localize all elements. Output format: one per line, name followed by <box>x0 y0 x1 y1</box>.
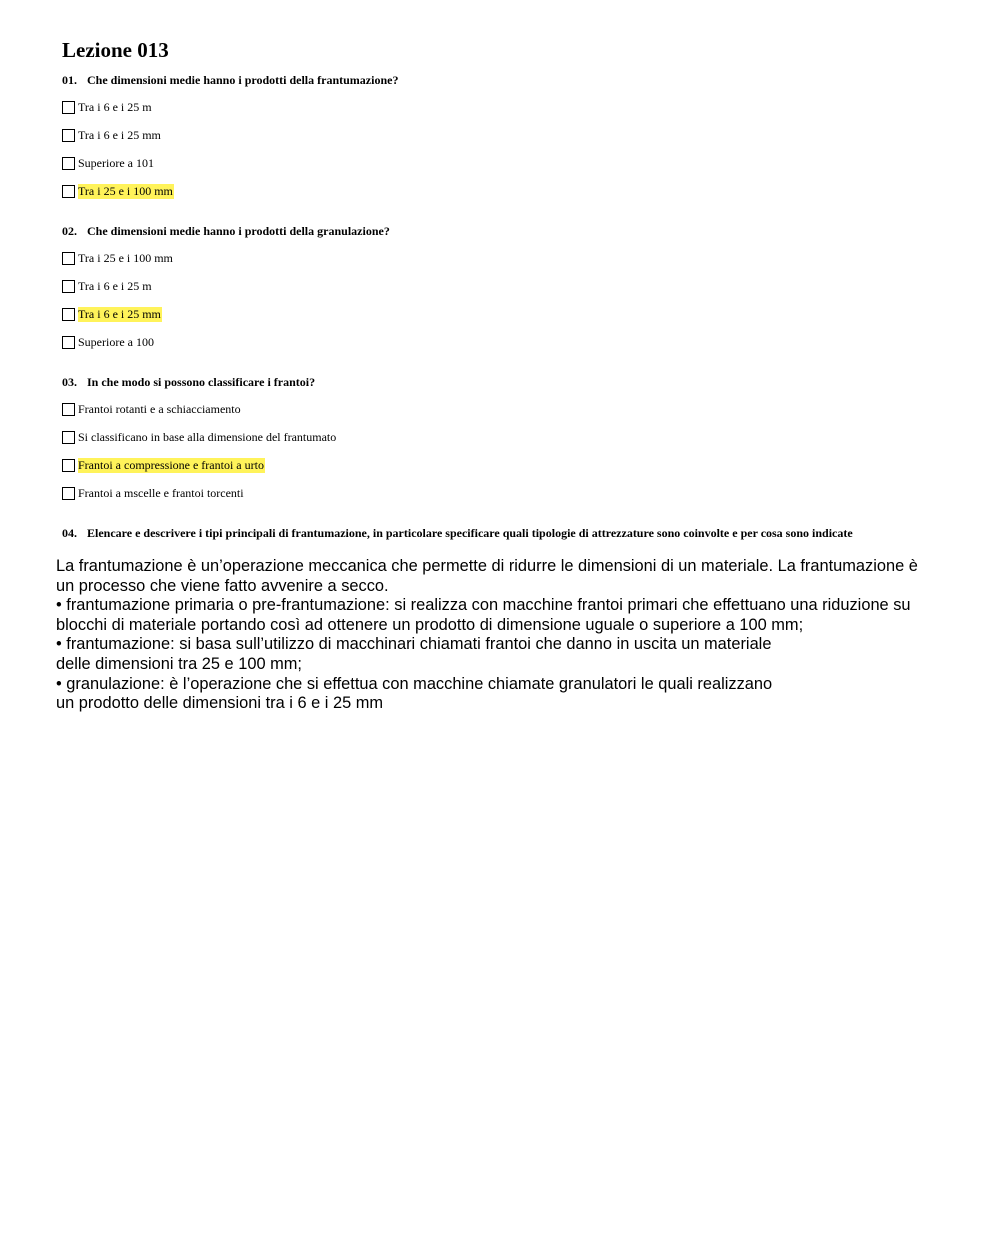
question-01 <box>62 73 398 88</box>
option-label-highlighted: Frantoi a compressione e frantoi a urto <box>78 457 264 472</box>
option-label-highlighted: Tra i 6 e i 25 mm <box>78 306 161 321</box>
option-01-d[interactable] <box>62 183 174 199</box>
option-03-d[interactable] <box>62 485 245 501</box>
option-label: Superiore a 101 <box>78 155 154 170</box>
question-text: Che dimensioni medie hanno i prodotti della frantumazione? <box>87 73 399 87</box>
checkbox[interactable] <box>62 185 75 198</box>
option-02-b[interactable] <box>62 278 153 294</box>
answer-line: • frantumazione: si basa sull’utilizzo di macchinari chiamati frantoi che danno in uscita un materiale <box>56 635 772 654</box>
option-03-a[interactable] <box>62 401 242 417</box>
option-label: Superiore a 100 <box>78 334 154 349</box>
question-text: In che modo si possono classificare i frantoi? <box>87 375 316 389</box>
checkbox[interactable] <box>62 157 75 170</box>
checkbox[interactable] <box>62 252 75 265</box>
option-label: Tra i 6 e i 25 m <box>78 99 152 114</box>
option-02-a[interactable] <box>62 250 174 266</box>
answer-line: un processo che viene fatto avvenire a secco. <box>56 576 389 595</box>
question-02 <box>62 224 390 239</box>
option-03-c[interactable] <box>62 457 265 473</box>
answer-line: La frantumazione è un’operazione meccanica che permette di ridurre le dimensioni di un materiale. La frantumazione è <box>56 557 918 575</box>
option-label: Si classificano in base alla dimensione del frantumato <box>78 429 337 444</box>
question-number: 03. <box>62 375 77 389</box>
checkbox[interactable] <box>62 129 75 142</box>
option-01-b[interactable] <box>62 127 162 143</box>
question-text: Che dimensioni medie hanno i prodotti della granulazione? <box>87 224 390 238</box>
question-text: Elencare e descrivere i tipi principali di frantumazione, in particolare specificare quali tipologie di attrezzature sono coinvolte e per cosa sono indicate <box>87 526 853 540</box>
option-label: Frantoi a mscelle e frantoi torcenti <box>78 485 244 500</box>
answer-line: • granulazione: è l’operazione che si effettua con macchine chiamate granulatori le quali realizzano <box>56 674 773 693</box>
option-label: Tra i 25 e i 100 mm <box>78 250 173 265</box>
answer-line: un prodotto delle dimensioni tra i 6 e i 25 mm <box>56 694 384 713</box>
answer-text-block[interactable] <box>56 557 991 714</box>
checkbox[interactable] <box>62 336 75 349</box>
option-01-a[interactable] <box>62 99 153 115</box>
checkbox[interactable] <box>62 487 75 500</box>
checkbox[interactable] <box>62 431 75 444</box>
question-number: 01. <box>62 73 77 87</box>
option-label-highlighted: Tra i 25 e i 100 mm <box>78 183 173 198</box>
option-label: Frantoi rotanti e a schiacciamento <box>78 401 241 416</box>
option-01-c[interactable] <box>62 155 155 171</box>
checkbox[interactable] <box>62 459 75 472</box>
question-number: 02. <box>62 224 77 238</box>
question-04 <box>62 526 853 541</box>
question-03 <box>62 375 315 390</box>
checkbox[interactable] <box>62 280 75 293</box>
checkbox[interactable] <box>62 101 75 114</box>
page-title: Lezione 013 <box>62 38 169 62</box>
option-label: Tra i 6 e i 25 m <box>78 278 152 293</box>
option-02-d[interactable] <box>62 334 155 350</box>
option-03-b[interactable] <box>62 429 337 445</box>
answer-line: • frantumazione primaria o pre-frantumazione: si realizza con macchine frantoi primari che effettuano una riduzione su <box>56 596 911 615</box>
option-02-c[interactable] <box>62 306 162 322</box>
checkbox[interactable] <box>62 403 75 416</box>
answer-line: blocchi di materiale portando così ad ottenere un prodotto di dimensione uguale o superiore a 100 mm; <box>56 615 804 634</box>
option-label: Tra i 6 e i 25 mm <box>78 127 161 142</box>
answer-line: delle dimensioni tra 25 e 100 mm; <box>56 654 302 673</box>
checkbox[interactable] <box>62 308 75 321</box>
question-number: 04. <box>62 526 77 540</box>
